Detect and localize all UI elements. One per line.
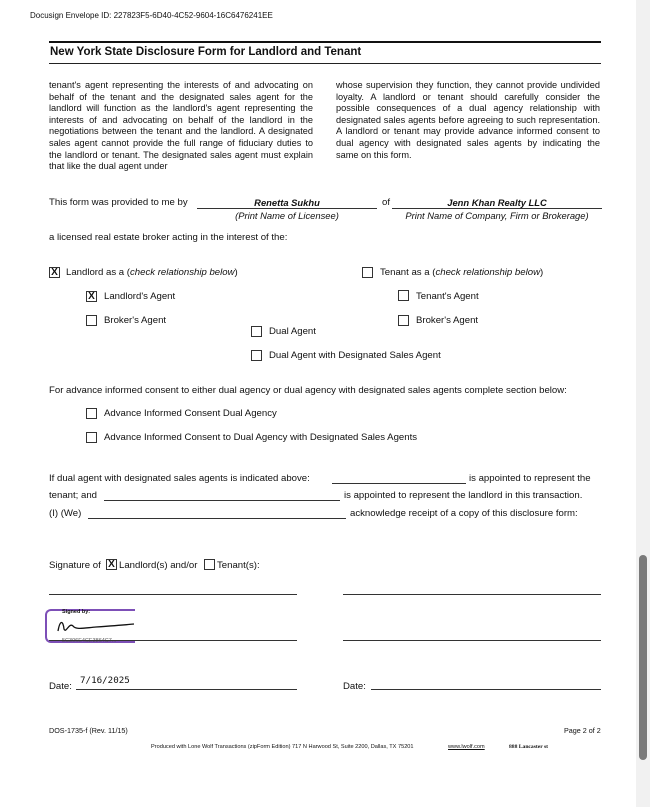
lwolf-link[interactable]: www.lwolf.com (448, 744, 485, 750)
landlord-signature-label: Landlord(s) and/or (119, 560, 198, 571)
licensee-name-field[interactable]: Renetta Sukhu (254, 197, 320, 208)
designated-line2-suffix: is appointed to represent the landlord in this transaction. (344, 490, 583, 501)
designated-tenant-agent-field[interactable] (332, 483, 466, 484)
signature-line-2-left (49, 640, 297, 641)
designated-landlord-agent-field[interactable] (104, 500, 340, 501)
form-id: DOS-1735-f (Rev. 11/15) (49, 726, 128, 735)
consent-designated-checkbox[interactable] (86, 432, 97, 443)
signature-line-2-right[interactable] (343, 640, 601, 641)
designated-line1-suffix: is appointed to represent the (469, 473, 591, 484)
designated-line1-prefix: If dual agent with designated sales agents is indicated above: (49, 473, 310, 484)
advance-consent-intro: For advance informed consent to either dual agency or dual agency with designated sales agents complete section below: (49, 385, 567, 396)
signature-id: 5C306E4CE3864C7... (62, 638, 117, 644)
signed-by-label: Signed by: (62, 609, 91, 615)
company-name-line (392, 208, 602, 209)
consent-dual-checkbox[interactable] (86, 408, 97, 419)
brokers-agent-left-checkbox[interactable] (86, 315, 97, 326)
dual-agent-label: Dual Agent (269, 326, 316, 337)
acknowledge-names-field[interactable] (88, 518, 346, 519)
signature-line-1-right[interactable] (343, 594, 601, 595)
landlords-agent-label: Landlord's Agent (104, 291, 176, 302)
title-rule-bottom (49, 63, 601, 64)
brokers-agent-right-label: Broker's Agent (416, 315, 479, 326)
scrollbar-track[interactable] (636, 0, 650, 807)
landlord-signature-checkbox[interactable]: X (106, 559, 117, 570)
tenant-checkbox[interactable] (362, 267, 373, 278)
title-rule-top (49, 41, 601, 43)
date-value-left[interactable]: 7/16/2025 (80, 675, 130, 686)
licensee-name-line (197, 208, 377, 209)
dual-agent-designated-label: Dual Agent with Designated Sales Agent (269, 350, 441, 361)
produced-with: Produced with Lone Wolf Transactions (zipForm Edition) 717 N Harwood St, Suite 2200, Dallas, TX 75201 (151, 744, 414, 750)
body-text-right: whose supervision they function, they cannot provide undivided loyalty. A landlord or tenant should carefully consider the possible consequences of a dual agency relationship with designated sales agents before agreeing to such representation. A landlord or tenant may provide advance informed consent to dual agency with designated sales agents by indicating the same on this form. (336, 80, 600, 160)
signature-prefix: Signature of (49, 560, 101, 571)
scrollbar-thumb[interactable] (639, 555, 647, 760)
page-number: Page 2 of 2 (564, 726, 601, 735)
consent-designated-label: Advance Informed Consent to Dual Agency with Designated Sales Agents (104, 432, 418, 443)
designated-line2-prefix: tenant; and (49, 490, 98, 501)
signature-line-1-left[interactable] (49, 594, 297, 595)
company-name-field[interactable]: Jenn Khan Realty LLC (447, 197, 547, 208)
date-line-left (76, 689, 297, 690)
tenant-signature-label: Tenant(s): (217, 560, 260, 571)
landlords-agent-checkbox[interactable]: X (86, 291, 97, 302)
tenants-agent-label: Tenant's Agent (416, 291, 479, 302)
body-text-left: tenant's agent representing the interests of and advocating on behalf of the tenant and the designated sales agent for the landlord will function as the landlord's agent representing the interests of and advocating on behalf of the landlord in the negotiations between the tenant and the landlord. A designated sales agent cannot provide the full range of fiduciary duties to the landlord or tenant. The designated sales agent must explain that like the dual agent under (49, 80, 313, 172)
tenant-signature-checkbox[interactable] (204, 559, 215, 570)
date-label-right: Date: (343, 681, 366, 692)
of-label: of (382, 197, 391, 208)
provided-by-label: This form was provided to me by (49, 197, 188, 208)
landlord-option-label: Landlord as a (check relationship below) (66, 267, 238, 278)
designated-line3-prefix: (I) (We) (49, 508, 82, 519)
designated-line3-suffix: acknowledge receipt of a copy of this disclosure form: (350, 508, 578, 519)
dual-agent-designated-checkbox[interactable] (251, 350, 262, 361)
landlord-checkbox[interactable]: X (49, 267, 60, 278)
company-caption: Print Name of Company, Firm or Brokerage) (405, 210, 589, 221)
consent-dual-label: Advance Informed Consent Dual Agency (104, 408, 277, 419)
brokers-agent-left-label: Broker's Agent (104, 315, 167, 326)
envelope-id: Docusign Envelope ID: 227823F5-6D40-4C52-9604-16C6476241EE (30, 11, 273, 20)
document-name: 888 Lancaster st (509, 744, 549, 750)
handwritten-signature (54, 616, 138, 636)
page-title: New York State Disclosure Form for Landlord and Tenant (50, 46, 362, 58)
licensee-caption: (Print Name of Licensee) (235, 210, 339, 221)
dual-agent-checkbox[interactable] (251, 326, 262, 337)
date-label-left: Date: (49, 681, 72, 692)
tenants-agent-checkbox[interactable] (398, 290, 409, 301)
broker-line: a licensed real estate broker acting in the interest of the: (49, 232, 288, 243)
date-line-right[interactable] (371, 689, 601, 690)
brokers-agent-right-checkbox[interactable] (398, 315, 409, 326)
tenant-option-label: Tenant as a (check relationship below) (380, 267, 544, 278)
